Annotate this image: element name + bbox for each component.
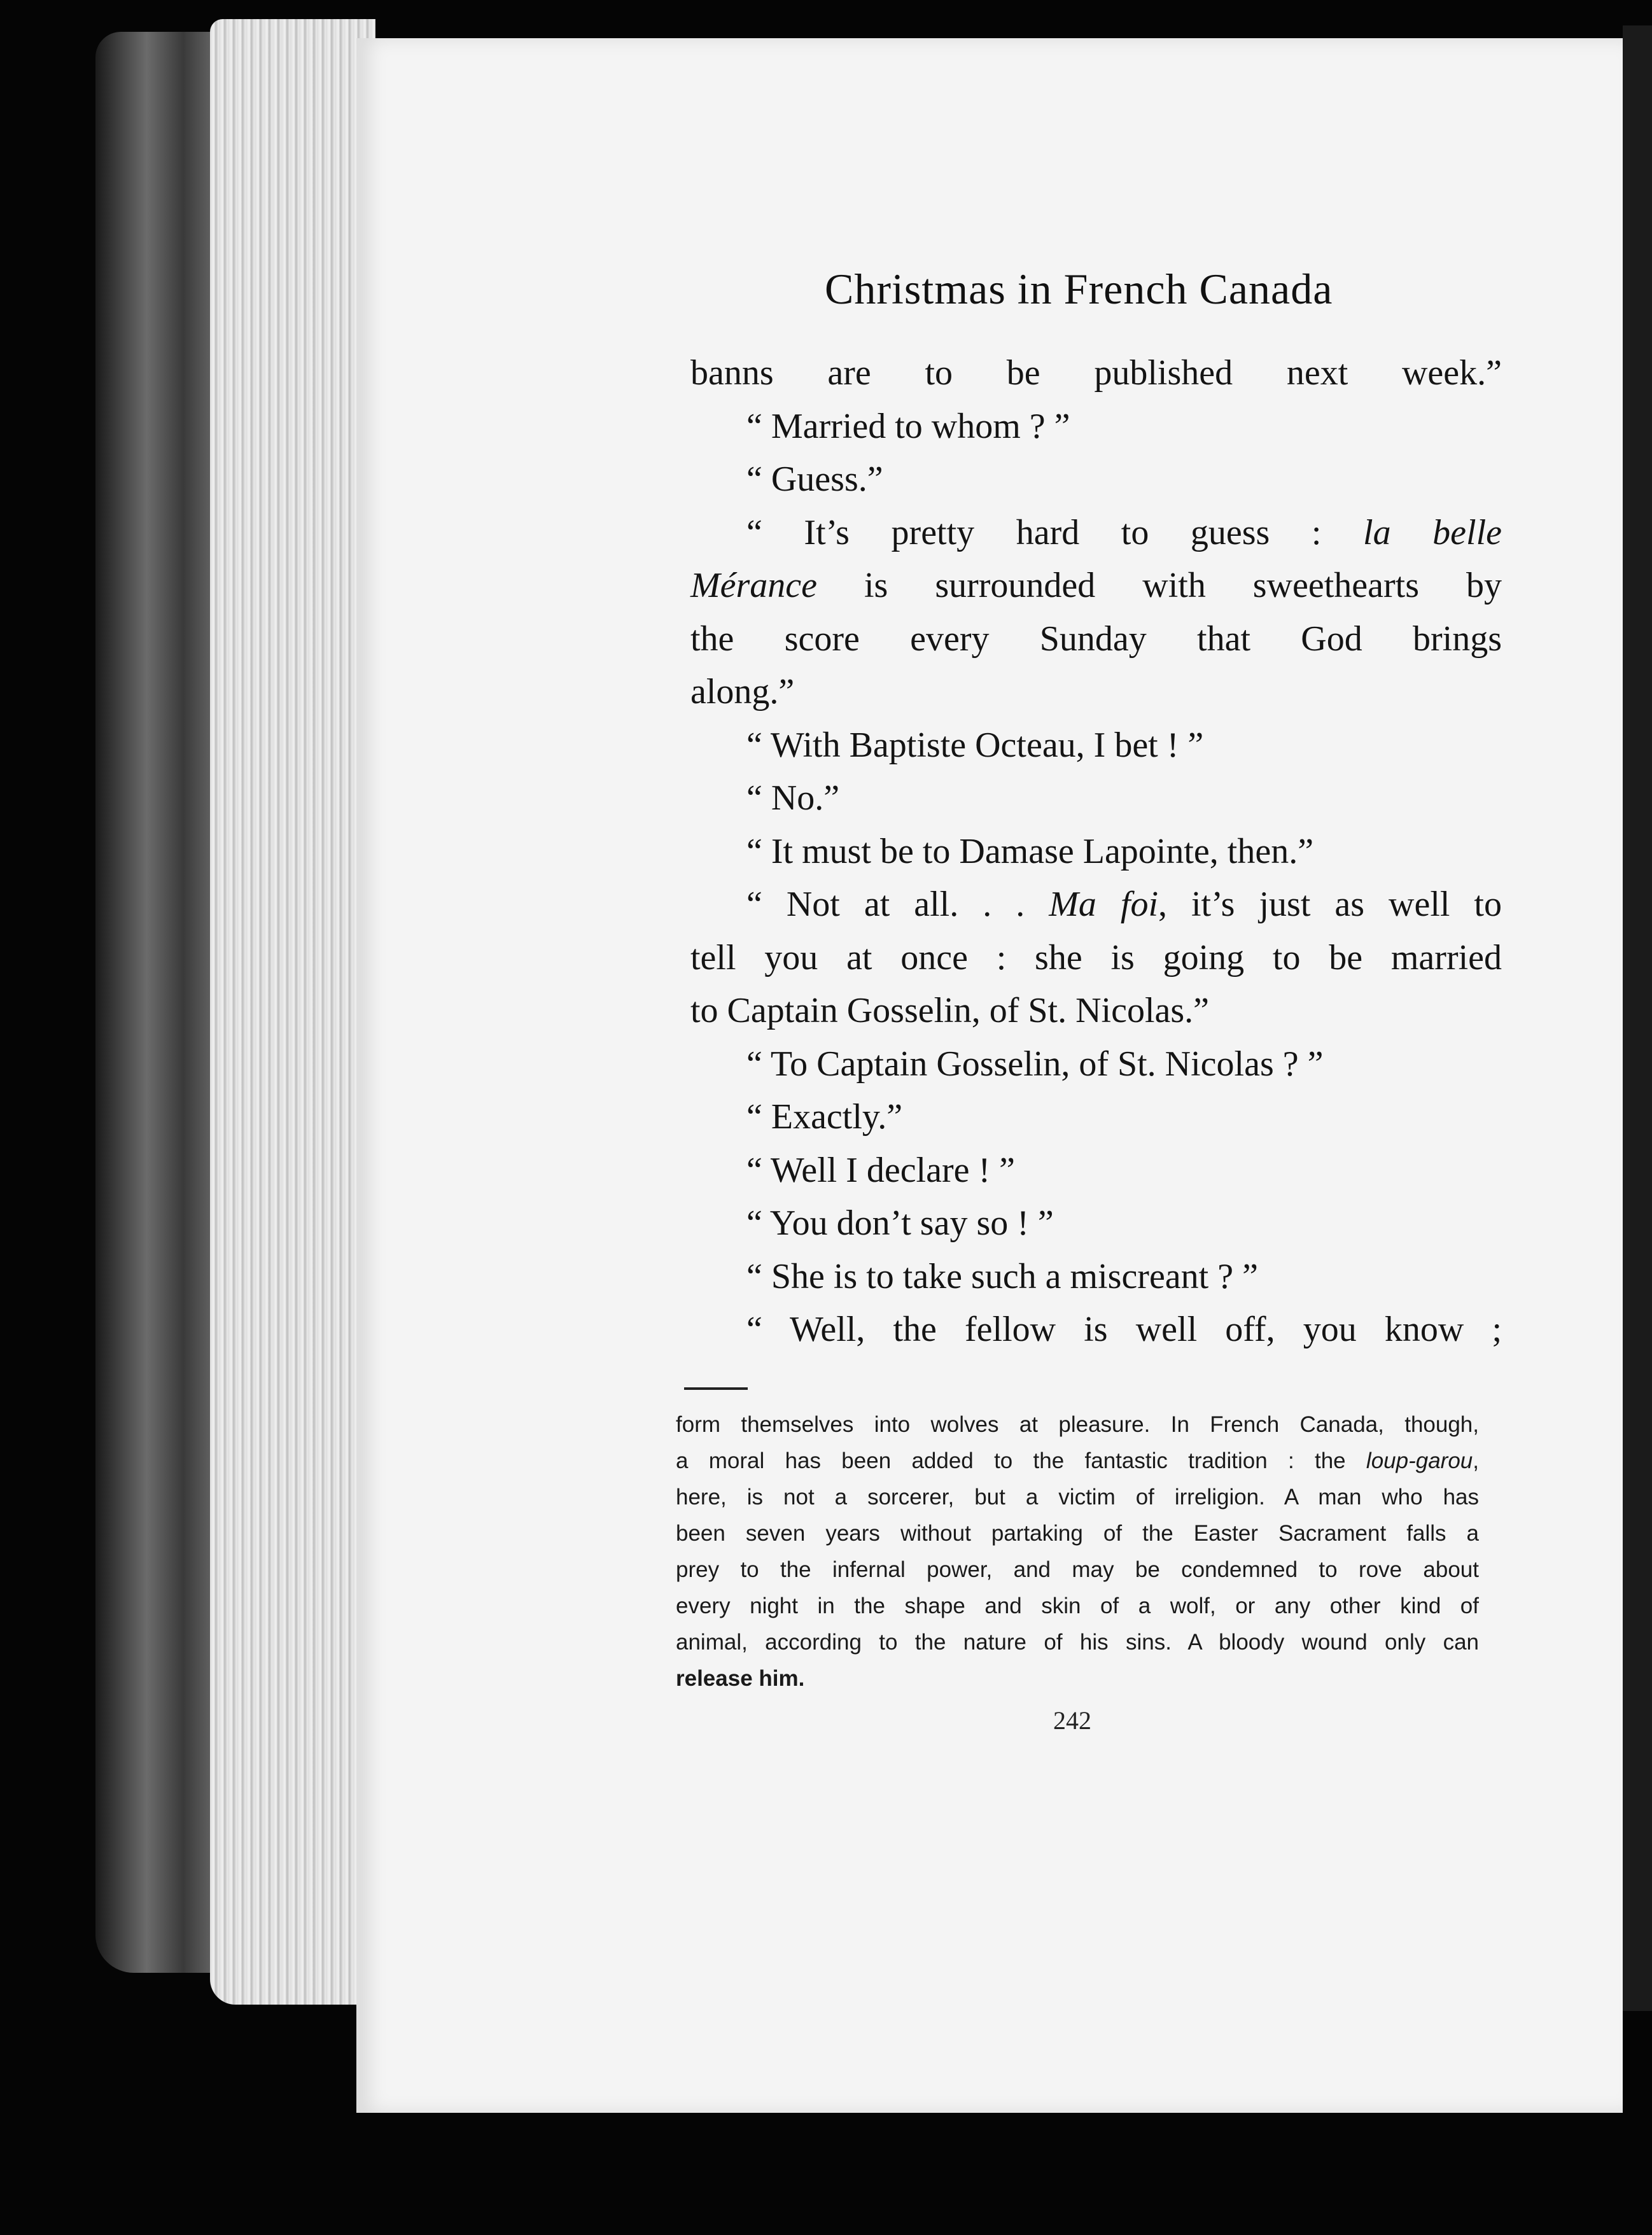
page-edges <box>210 19 375 2005</box>
text-line: to Captain Gosselin, of St. Nicolas.” <box>690 991 1210 1030</box>
italic-phrase: la belle <box>1363 512 1502 552</box>
text-line: “ Exactly.” <box>746 1097 903 1137</box>
text-line: “ No.” <box>746 778 840 818</box>
text-line: the score every Sunday that God brings <box>690 619 1502 659</box>
running-head: Christmas in French Canada <box>825 265 1333 313</box>
text-span: , <box>1473 1448 1479 1473</box>
text-line: along.” <box>690 672 795 711</box>
text-line: banns are to be published next week.” <box>690 353 1502 393</box>
text-span: is surrounded with sweethearts by <box>817 566 1502 605</box>
text-line: “ She is to take such a miscreant ? ” <box>746 1256 1258 1296</box>
text-line: “ Well I declare ! ” <box>746 1150 1015 1190</box>
text-line: “ To Captain Gosselin, of St. Nicolas ? ” <box>746 1044 1324 1084</box>
page-gutter <box>1623 25 1652 2011</box>
text-line: “ Married to whom ? ” <box>746 406 1070 446</box>
body-text <box>690 347 1502 1357</box>
page-number: 242 <box>1053 1706 1091 1735</box>
footnote-line: every night in the shape and skin of a wolf, or any other kind of <box>676 1594 1479 1618</box>
text-line: “ Well, the fellow is well off, you know ; <box>746 1310 1502 1349</box>
footnote <box>676 1406 1479 1697</box>
footnote-line <box>676 1443 1479 1479</box>
italic-phrase: Mérance <box>690 566 818 605</box>
text-line: “ Guess.” <box>746 459 883 499</box>
text-line <box>690 878 1502 932</box>
italic-term: loup-garou <box>1366 1448 1473 1473</box>
footnote-line: prey to the infernal power, and may be condemned to rove about <box>676 1557 1479 1582</box>
footnote-line: animal, according to the nature of his sins. A bloody wound only can <box>676 1630 1479 1655</box>
footnote-line: form themselves into wolves at pleasure. In French Canada, though, <box>676 1412 1479 1437</box>
text-span: a moral has been added to the fantastic tradition : the <box>676 1448 1366 1473</box>
text-line: “ You don’t say so ! ” <box>746 1203 1054 1243</box>
footnote-rule <box>684 1387 748 1390</box>
text-span: “ Not at all. . . <box>746 885 1049 924</box>
text-line: “ With Baptiste Octeau, I bet ! ” <box>746 725 1204 765</box>
footnote-line: here, is not a sorcerer, but a victim of irreligion. A man who has <box>676 1485 1479 1510</box>
text-line: “ It must be to Damase Lapointe, then.” <box>746 831 1314 871</box>
footnote-line: been seven years without partaking of the Easter Sacrament falls a <box>676 1521 1479 1546</box>
text-line: tell you at once : she is going to be married <box>690 937 1502 977</box>
footnote-line: release him. <box>676 1666 805 1691</box>
text-span: , it’s just as well to <box>1158 885 1502 924</box>
text-span: “ It’s pretty hard to guess : <box>746 512 1364 552</box>
italic-phrase: Ma foi <box>1049 885 1158 924</box>
text-line <box>690 559 1502 613</box>
text-line <box>690 507 1502 560</box>
